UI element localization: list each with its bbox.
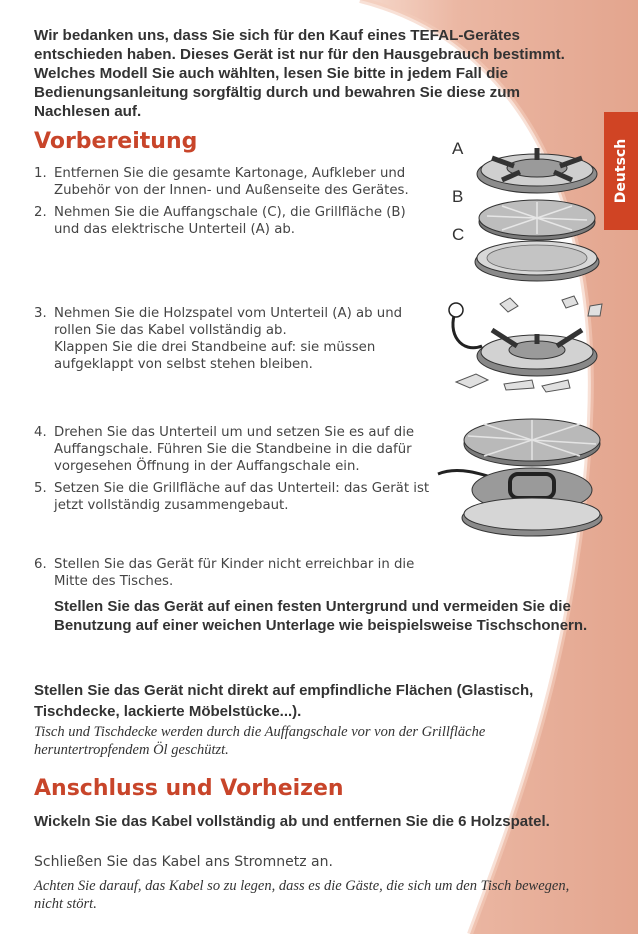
connect-instruction: Wickeln Sie das Kabel vollständig ab und entfernen Sie die 6 Holzspatel. — [34, 813, 550, 830]
steps-list-3 — [34, 424, 434, 514]
connect-plug: Schließen Sie das Kabel ans Stromnetz an. — [34, 854, 333, 870]
list-item: 5. Setzen Sie die Grillfläche auf das Unterteil: das Gerät ist jetzt vollständig zusammengebaut. — [34, 481, 430, 513]
note-cable: Achten Sie darauf, das Kabel so zu legen, dass es die Gäste, die sich um den Tisch bewegen, nicht stört. — [34, 878, 570, 912]
figure-assembled — [432, 414, 612, 538]
steps-list-4 — [34, 556, 434, 590]
list-item: 2. Nehmen Sie die Auffangschale (C), die Grillfläche (B) und das elektrische Unterteil (A) ab. — [34, 205, 406, 237]
steps-list-1 — [34, 165, 434, 238]
figure-parts-abc — [462, 140, 612, 282]
figure-label-b: B — [452, 187, 464, 206]
intro-text: Wir bedanken uns, dass Sie sich für den Kauf eines TEFAL-Gerätes entschieden haben. Dieses Gerät ist nur für den Hausgebrauch bestimmt. Welches Modell Sie auch wählten, lesen Sie bitte in jedem Fall die Bedienungsanleitung sorgfältig durch und bewahren Sie diese zum Nachlesen auf. — [34, 27, 565, 120]
plug-icon — [449, 303, 463, 317]
section-title-prep: Vorbereitung — [34, 129, 198, 154]
section-title-connect: Anschluss und Vorheizen — [34, 776, 344, 801]
warning-surface: Stellen Sie das Gerät auf einen festen Untergrund und vermeiden Sie die Benutzung auf einer weichen Unterlage wie beispielsweise Tischschonern. — [54, 598, 588, 634]
list-item: 4. Drehen Sie das Unterteil um und setzen Sie es auf die Auffangschale. Führen Sie die Standbeine in die dafür vorgesehen Öffnung in der Auffangschale ein. — [34, 425, 415, 474]
figure-label-c: C — [452, 225, 465, 244]
list-item: 6. Stellen Sie das Gerät für Kinder nicht erreichbar in die Mitte des Tisches. — [34, 557, 415, 589]
figure-base-spatulas — [442, 294, 612, 394]
warning-sensitive-surfaces: Stellen Sie das Gerät nicht direkt auf empfindliche Flächen (Glastisch, Tischdecke, lackierte Möbelstücke...). — [34, 682, 534, 720]
list-item: 1. Entfernen Sie die gesamte Kartonage, Aufkleber und Zubehör von der Innen- und Außenseite des Gerätes. — [34, 166, 409, 198]
steps-list-2 — [34, 305, 434, 373]
note-drip-tray: Tisch und Tischdecke werden durch die Auffangschale vor von der Grillfläche heruntertropfendem Öl geschützt. — [34, 724, 486, 758]
figure-label-a: A — [452, 139, 464, 158]
language-tab-label: Deutsch — [613, 138, 629, 204]
list-item: 3. Nehmen Sie die Holzspatel vom Unterteil (A) ab und rollen Sie das Kabel vollständig ab. Klappen Sie die drei Standbeine auf: sie müssen aufgeklappt von selbst stehen bleiben. — [34, 306, 403, 372]
